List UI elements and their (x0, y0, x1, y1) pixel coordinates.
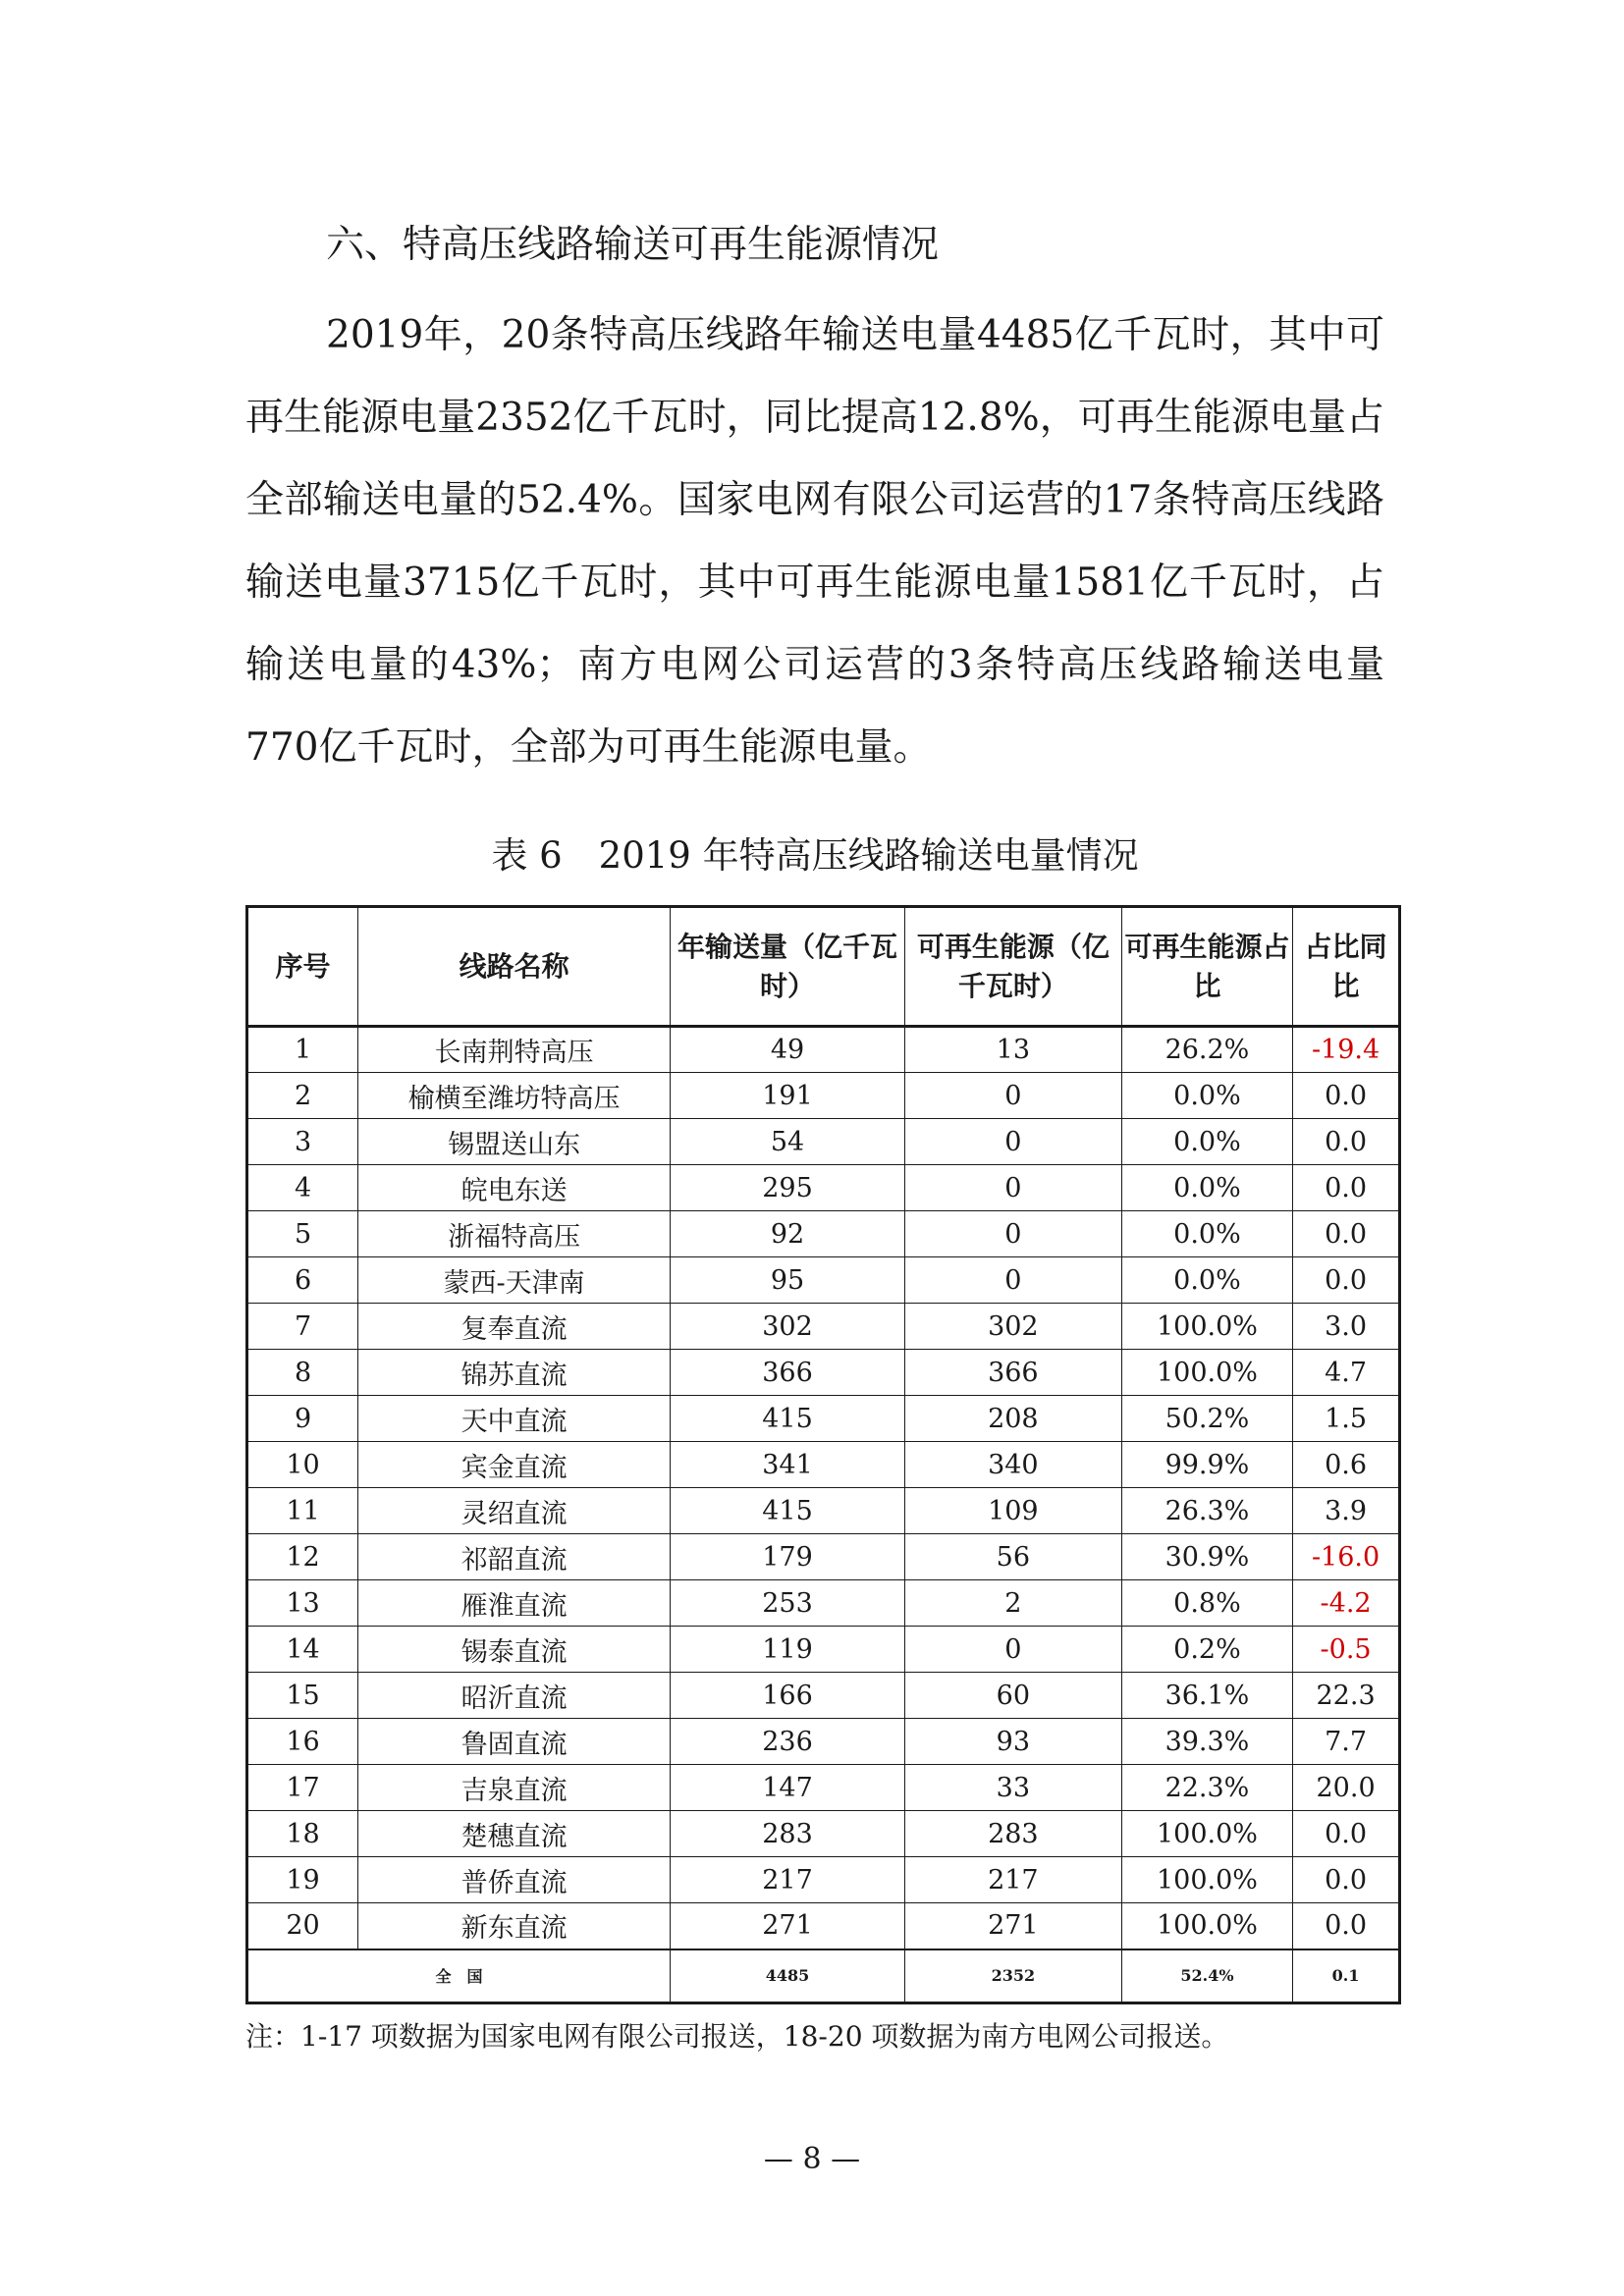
cell-index: 9 (247, 1396, 358, 1442)
cell-line-name: 吉泉直流 (358, 1765, 671, 1811)
cell-index: 7 (247, 1304, 358, 1350)
table-body (247, 1027, 1400, 1949)
cell-annual: 191 (671, 1073, 905, 1119)
cell-renewable: 0 (904, 1627, 1121, 1673)
cell-annual: 147 (671, 1765, 905, 1811)
cell-yoy: 7.7 (1293, 1719, 1400, 1765)
cell-index: 15 (247, 1673, 358, 1719)
cell-share: 26.2% (1121, 1027, 1292, 1073)
cell-renewable: 283 (904, 1811, 1121, 1857)
cell-renewable: 0 (904, 1211, 1121, 1257)
cell-annual: 415 (671, 1396, 905, 1442)
header-line-name: 线路名称 (358, 907, 671, 1027)
page-number: — 8 — (763, 2142, 861, 2176)
table-row (247, 1396, 1400, 1442)
cell-share: 0.0% (1121, 1211, 1292, 1257)
table-row (247, 1119, 1400, 1165)
cell-share: 50.2% (1121, 1396, 1292, 1442)
cell-yoy: 22.3 (1293, 1673, 1400, 1719)
cell-yoy: -4.2 (1293, 1580, 1400, 1627)
cell-share: 0.8% (1121, 1580, 1292, 1627)
body-paragraph: 2019年，20条特高压线路年输送电量4485亿千瓦时，其中可再生能源电量2352亿千瓦时，同比提高12.8%，可再生能源电量占全部输送电量的52.4%。国家电网有限公司运营的17条特高压线路输送电量3715亿千瓦时，其中可再生能源电量1581亿千瓦时，占输送电量的43%；南方电网公司运营的3条特高压线路输送电量770亿千瓦时，全部为可再生能源电量。 (245, 313, 1384, 770)
cell-yoy: 0.0 (1293, 1119, 1400, 1165)
cell-annual: 236 (671, 1719, 905, 1765)
cell-line-name: 长南荆特高压 (358, 1027, 671, 1073)
table-row (247, 1488, 1400, 1534)
table-caption: 表 6 2019 年特高压线路输送电量情况 (491, 834, 1139, 877)
table-row (247, 1304, 1400, 1350)
cell-annual: 341 (671, 1442, 905, 1488)
cell-yoy: 4.7 (1293, 1350, 1400, 1396)
cell-line-name: 鲁固直流 (358, 1719, 671, 1765)
cell-share: 100.0% (1121, 1857, 1292, 1903)
cell-line-name: 锦苏直流 (358, 1350, 671, 1396)
header-index: 序号 (247, 907, 358, 1027)
cell-yoy: 0.0 (1293, 1165, 1400, 1211)
cell-line-name: 锡盟送山东 (358, 1119, 671, 1165)
cell-yoy: 0.0 (1293, 1073, 1400, 1119)
cell-share: 26.3% (1121, 1488, 1292, 1534)
cell-share: 100.0% (1121, 1811, 1292, 1857)
table-row (247, 1350, 1400, 1396)
cell-annual: 253 (671, 1580, 905, 1627)
cell-share: 100.0% (1121, 1903, 1292, 1949)
total-annual: 4485 (671, 1949, 905, 2003)
cell-index: 16 (247, 1719, 358, 1765)
cell-yoy: 0.0 (1293, 1257, 1400, 1304)
cell-renewable: 271 (904, 1903, 1121, 1949)
cell-share: 0.0% (1121, 1073, 1292, 1119)
cell-renewable: 2 (904, 1580, 1121, 1627)
cell-index: 12 (247, 1534, 358, 1580)
cell-line-name: 皖电东送 (358, 1165, 671, 1211)
cell-share: 0.0% (1121, 1257, 1292, 1304)
cell-share: 30.9% (1121, 1534, 1292, 1580)
cell-annual: 366 (671, 1350, 905, 1396)
cell-yoy: -0.5 (1293, 1627, 1400, 1673)
cell-share: 99.9% (1121, 1442, 1292, 1488)
cell-line-name: 灵绍直流 (358, 1488, 671, 1534)
table-note: 注：1-17 项数据为国家电网有限公司报送，18-20 项数据为南方电网公司报送。 (245, 2020, 1229, 2053)
table-row (247, 1534, 1400, 1580)
cell-annual: 283 (671, 1811, 905, 1857)
table-row (247, 1811, 1400, 1857)
total-yoy: 0.1 (1293, 1949, 1400, 2003)
header-renewable-share: 可再生能源占比 (1121, 907, 1292, 1027)
cell-annual: 217 (671, 1857, 905, 1903)
table-row (247, 1027, 1400, 1073)
cell-renewable: 340 (904, 1442, 1121, 1488)
cell-index: 6 (247, 1257, 358, 1304)
cell-share: 39.3% (1121, 1719, 1292, 1765)
table-row (247, 1073, 1400, 1119)
total-renewable: 2352 (904, 1949, 1121, 2003)
cell-index: 2 (247, 1073, 358, 1119)
table-row (247, 1903, 1400, 1949)
cell-annual: 271 (671, 1903, 905, 1949)
total-label: 全 国 (247, 1949, 671, 2003)
cell-renewable: 60 (904, 1673, 1121, 1719)
cell-yoy: 0.0 (1293, 1811, 1400, 1857)
cell-index: 19 (247, 1857, 358, 1903)
header-share-yoy: 占比同比 (1293, 907, 1400, 1027)
cell-renewable: 0 (904, 1257, 1121, 1304)
cell-line-name: 昭沂直流 (358, 1673, 671, 1719)
cell-share: 100.0% (1121, 1350, 1292, 1396)
cell-line-name: 宾金直流 (358, 1442, 671, 1488)
table-row (247, 1765, 1400, 1811)
cell-annual: 166 (671, 1673, 905, 1719)
cell-renewable: 0 (904, 1165, 1121, 1211)
table-row (247, 1673, 1400, 1719)
table-row (247, 1442, 1400, 1488)
cell-yoy: 0.0 (1293, 1903, 1400, 1949)
cell-index: 3 (247, 1119, 358, 1165)
cell-index: 20 (247, 1903, 358, 1949)
cell-renewable: 109 (904, 1488, 1121, 1534)
cell-renewable: 93 (904, 1719, 1121, 1765)
cell-renewable: 366 (904, 1350, 1121, 1396)
cell-annual: 295 (671, 1165, 905, 1211)
table-header-row (247, 907, 1400, 1027)
cell-line-name: 楚穗直流 (358, 1811, 671, 1857)
cell-line-name: 榆横至潍坊特高压 (358, 1073, 671, 1119)
cell-renewable: 56 (904, 1534, 1121, 1580)
cell-share: 22.3% (1121, 1765, 1292, 1811)
table-row (247, 1165, 1400, 1211)
cell-yoy: 3.9 (1293, 1488, 1400, 1534)
cell-line-name: 普侨直流 (358, 1857, 671, 1903)
cell-yoy: 20.0 (1293, 1765, 1400, 1811)
cell-index: 8 (247, 1350, 358, 1396)
cell-line-name: 新东直流 (358, 1903, 671, 1949)
cell-renewable: 13 (904, 1027, 1121, 1073)
cell-renewable: 208 (904, 1396, 1121, 1442)
transmission-table (245, 905, 1401, 2004)
cell-index: 4 (247, 1165, 358, 1211)
cell-line-name: 天中直流 (358, 1396, 671, 1442)
cell-line-name: 祁韶直流 (358, 1534, 671, 1580)
cell-index: 11 (247, 1488, 358, 1534)
cell-index: 13 (247, 1580, 358, 1627)
cell-index: 14 (247, 1627, 358, 1673)
cell-share: 0.0% (1121, 1165, 1292, 1211)
total-row (247, 1949, 1400, 2003)
cell-index: 18 (247, 1811, 358, 1857)
cell-yoy: 0.6 (1293, 1442, 1400, 1488)
cell-annual: 415 (671, 1488, 905, 1534)
cell-yoy: 0.0 (1293, 1211, 1400, 1257)
table-row (247, 1627, 1400, 1673)
cell-yoy: -16.0 (1293, 1534, 1400, 1580)
cell-index: 17 (247, 1765, 358, 1811)
header-annual-transmission: 年输送量（亿千瓦时） (671, 907, 905, 1027)
header-renewable: 可再生能源（亿千瓦时） (904, 907, 1121, 1027)
cell-share: 36.1% (1121, 1673, 1292, 1719)
cell-yoy: 1.5 (1293, 1396, 1400, 1442)
table-row (247, 1719, 1400, 1765)
cell-index: 5 (247, 1211, 358, 1257)
total-share: 52.4% (1121, 1949, 1292, 2003)
cell-line-name: 雁淮直流 (358, 1580, 671, 1627)
cell-line-name: 复奉直流 (358, 1304, 671, 1350)
cell-share: 100.0% (1121, 1304, 1292, 1350)
cell-index: 1 (247, 1027, 358, 1073)
cell-annual: 54 (671, 1119, 905, 1165)
cell-renewable: 217 (904, 1857, 1121, 1903)
cell-annual: 179 (671, 1534, 905, 1580)
cell-line-name: 浙福特高压 (358, 1211, 671, 1257)
cell-annual: 95 (671, 1257, 905, 1304)
cell-share: 0.0% (1121, 1119, 1292, 1165)
cell-yoy: 3.0 (1293, 1304, 1400, 1350)
cell-annual: 302 (671, 1304, 905, 1350)
cell-renewable: 33 (904, 1765, 1121, 1811)
cell-annual: 119 (671, 1627, 905, 1673)
cell-renewable: 0 (904, 1073, 1121, 1119)
section-heading: 六、特高压线路输送可再生能源情况 (326, 223, 940, 267)
cell-annual: 49 (671, 1027, 905, 1073)
cell-line-name: 锡泰直流 (358, 1627, 671, 1673)
table-row (247, 1257, 1400, 1304)
table-row (247, 1857, 1400, 1903)
cell-yoy: 0.0 (1293, 1857, 1400, 1903)
cell-index: 10 (247, 1442, 358, 1488)
table-row (247, 1211, 1400, 1257)
cell-renewable: 0 (904, 1119, 1121, 1165)
cell-line-name: 蒙西-天津南 (358, 1257, 671, 1304)
cell-yoy: -19.4 (1293, 1027, 1400, 1073)
cell-annual: 92 (671, 1211, 905, 1257)
cell-renewable: 302 (904, 1304, 1121, 1350)
table-row (247, 1580, 1400, 1627)
cell-share: 0.2% (1121, 1627, 1292, 1673)
